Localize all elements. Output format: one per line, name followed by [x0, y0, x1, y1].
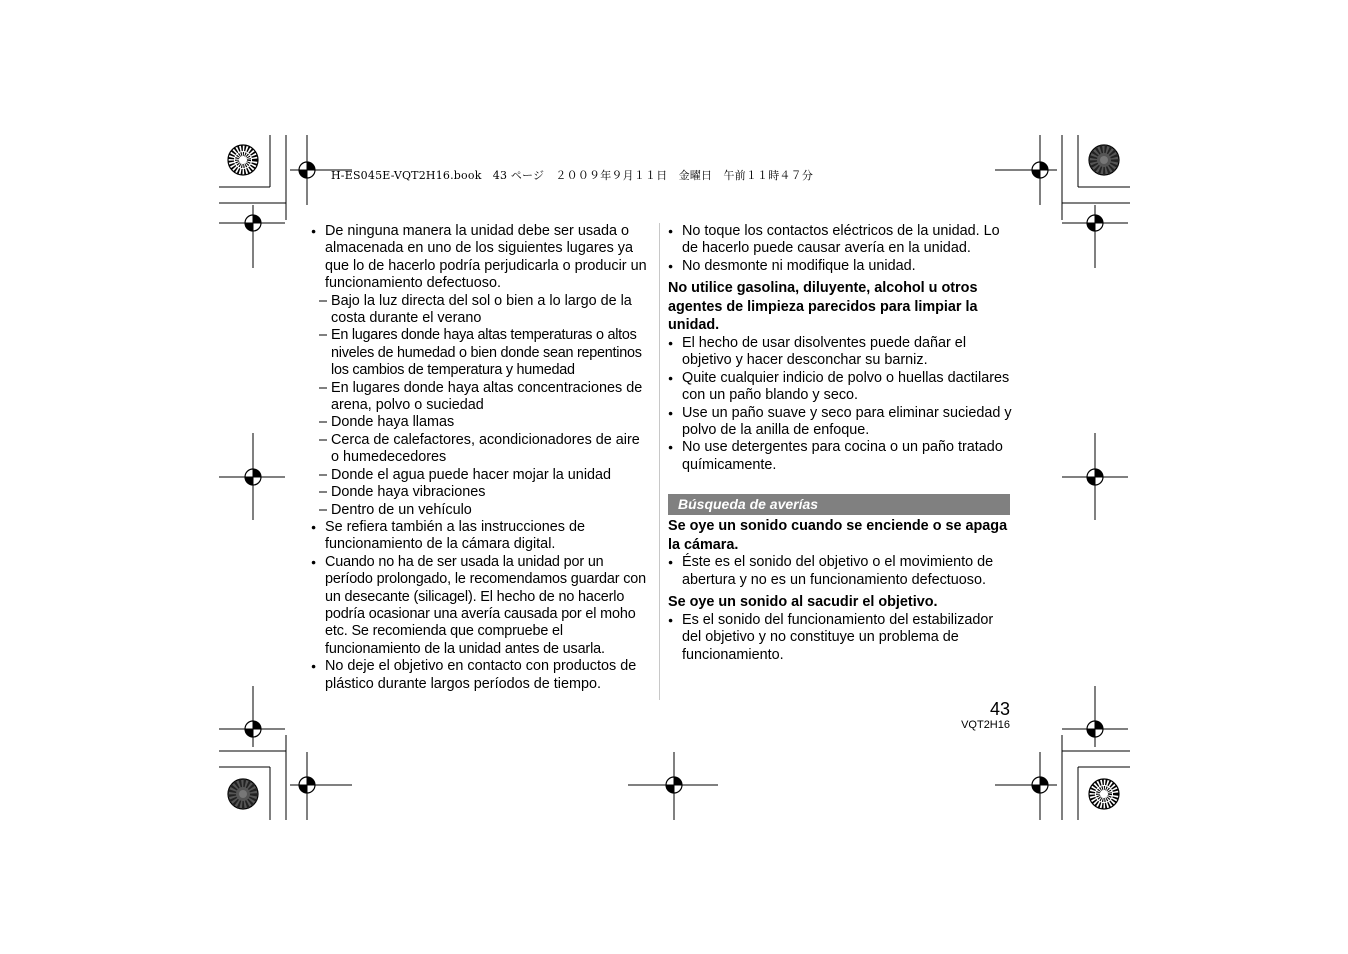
- problem-question: Se oye un sonido al sacudir el objetivo.: [668, 594, 938, 611]
- place-item: – Donde el agua puede hacer mojar la unidad: [311, 467, 651, 484]
- bullet-item: ● De ninguna manera la unidad debe ser usada o almacenada en uno de los siguientes lugares ya que lo de hacerlo podría perjudicarla o producir un funcionamiento defectuoso.: [311, 223, 651, 293]
- place-item: – Bajo la luz directa del sol o bien a lo largo de la costa durante el verano: [311, 293, 651, 328]
- bullet-item: ● Se refiera también a las instrucciones de funcionamiento de la cámara digital.: [311, 519, 651, 554]
- problem-question: Se oye un sonido cuando se enciende o se apaga la cámara.: [668, 518, 1008, 553]
- bullet-item: ● Quite cualquier indicio de polvo o huellas dactilares con un paño blando y seco.: [668, 370, 1012, 405]
- place-item: – Cerca de calefactores, acondicionadores de aire o humedecedores: [311, 432, 651, 467]
- registration-mark-icon: [666, 777, 682, 793]
- registration-mark-icon: [245, 721, 261, 737]
- bullet-item: ● Use un paño suave y seco para eliminar suciedad y polvo de la anilla de enfoque.: [668, 405, 1012, 440]
- place-item: – En lugares donde haya altas temperaturas o altos niveles de humedad o bien donde sean repentinos los cambios de temperatura y humedad: [311, 327, 651, 379]
- registration-mark-icon: [1087, 469, 1103, 485]
- color-target-icon: [228, 145, 258, 175]
- registration-mark-icon: [245, 469, 261, 485]
- bullet-item: ● No desmonte ni modifique la unidad.: [668, 258, 1012, 275]
- place-item: – Donde haya llamas: [311, 414, 651, 431]
- color-target-icon: [1089, 145, 1119, 175]
- bullet-item: ● El hecho de usar disolventes puede dañar el objetivo y hacer desconchar su barniz.: [668, 335, 1012, 370]
- registration-mark-icon: [1087, 215, 1103, 231]
- registration-mark-icon: [1032, 777, 1048, 793]
- registration-mark-icon: [1032, 162, 1048, 178]
- column-divider: [659, 223, 660, 700]
- bullet-item: ● No use detergentes para cocina o un paño tratado químicamente.: [668, 439, 1012, 474]
- bullet-item: ● No deje el objetivo en contacto con productos de plástico durante largos períodos de tiempo.: [311, 658, 651, 693]
- document-code: VQT2H16: [961, 719, 1010, 731]
- registration-mark-icon: [299, 777, 315, 793]
- section-title: Búsqueda de averías: [668, 494, 1010, 515]
- bullet-item: ● Cuando no ha de ser usada la unidad por un período prolongado, le recomendamos guardar con un desecante (silicagel). El hecho de no hacerlo podría ocasionar una avería causada por el moho etc. Se recomienda que compruebe el funcionamiento de la unidad antes de usarla.: [311, 554, 651, 658]
- place-item: – Donde haya vibraciones: [311, 484, 651, 501]
- print-header: H-ES045E-VQT2H16.book 43 ページ ２００９年９月１１日 金曜日 午前１１時４７分: [331, 169, 814, 182]
- page-number: 43: [989, 699, 1010, 719]
- problem-answer: ● Éste es el sonido del objetivo o el movimiento de abertura y no es un funcionamiento defectuoso.: [668, 554, 1012, 589]
- color-target-icon: [228, 779, 258, 809]
- registration-mark-icon: [245, 215, 261, 231]
- registration-mark-icon: [299, 162, 315, 178]
- right-column: [668, 223, 1012, 664]
- place-item: – En lugares donde haya altas concentraciones de arena, polvo o suciedad: [311, 380, 651, 415]
- left-column: [311, 223, 651, 693]
- color-target-icon: [1089, 779, 1119, 809]
- registration-mark-icon: [1087, 721, 1103, 737]
- cleaning-heading: No utilice gasolina, diluyente, alcohol u otros agentes de limpieza parecidos para limpiar la unidad.: [668, 280, 978, 334]
- bullet-item: ● No toque los contactos eléctricos de la unidad. Lo de hacerlo puede causar avería en la unidad.: [668, 223, 1012, 258]
- problem-answer: ● Es el sonido del funcionamiento del estabilizador del objetivo y no constituye un problema de funcionamiento.: [668, 612, 1012, 664]
- place-item: – Dentro de un vehículo: [311, 502, 651, 519]
